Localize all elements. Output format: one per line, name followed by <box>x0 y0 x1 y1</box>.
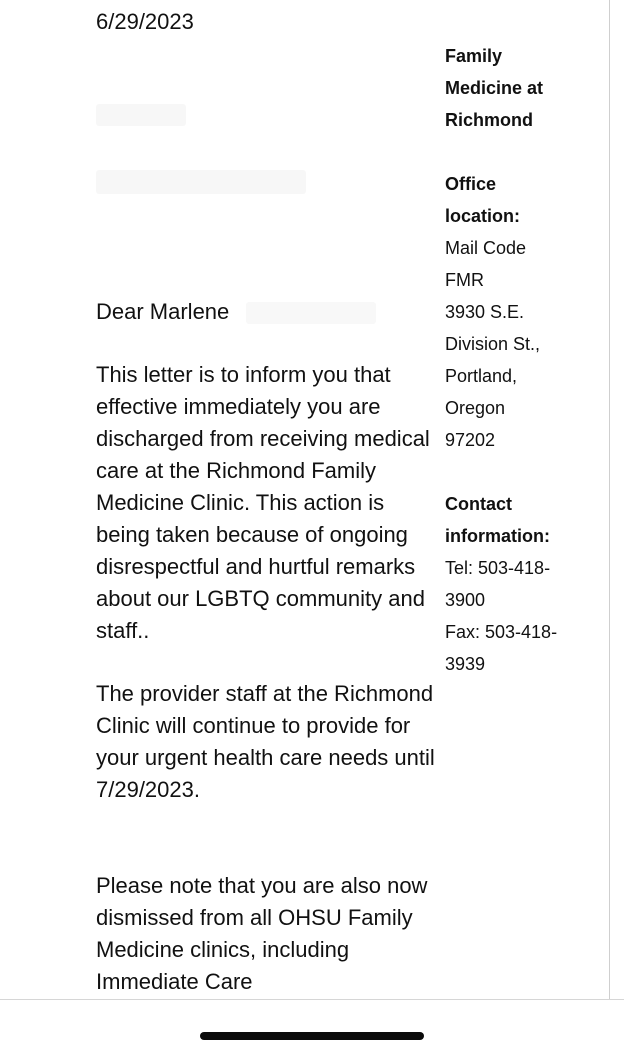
contact-heading: information: <box>445 526 550 546</box>
redacted-surname <box>246 302 376 324</box>
page-bottom-edge <box>0 999 624 1000</box>
contact-line: Fax: 503-418- <box>445 622 558 642</box>
paragraph-discharge-notice: This letter is to inform you that effective immediately you are discharged from receiving medical care at the Richmond Family Medicine Clinic. This action is being taken because of ongoing disrespectful and hurtful remarks about our LGBTQ community and staff.. <box>96 362 430 643</box>
contact-heading: Contact <box>445 494 512 514</box>
paragraph-dismissal: Please note that you are also now dismissed from all OHSU Family Medicine clinics, including Immediate Care <box>96 873 428 994</box>
office-address-line: 3930 S.E. <box>445 302 525 322</box>
letterhead-sidebar <box>445 40 595 680</box>
contact-line: 3900 <box>445 590 486 610</box>
clinic-name-line: Richmond <box>445 110 533 130</box>
office-heading: location: <box>445 206 520 226</box>
clinic-name-line: Medicine at <box>445 78 544 98</box>
office-address-line: 97202 <box>445 430 496 450</box>
redacted-address-line-1 <box>96 104 186 126</box>
home-indicator[interactable] <box>200 1032 424 1040</box>
office-address-line: Division St., <box>445 334 541 354</box>
office-address-line: Portland, <box>445 366 518 386</box>
contact-line: 3939 <box>445 654 486 674</box>
clinic-name-line: Family <box>445 46 503 66</box>
redacted-address-line-2 <box>96 170 306 194</box>
letter-date: 6/29/2023 <box>96 9 194 34</box>
office-address-line: Mail Code <box>445 238 527 258</box>
office-heading: Office <box>445 174 497 194</box>
spacer <box>445 456 595 488</box>
paragraph-urgent-care: The provider staff at the Richmond Clinic will continue to provide for your urgent health care needs until 7/29/2023. <box>96 681 435 802</box>
office-address-line: Oregon <box>445 398 506 418</box>
page-right-edge <box>609 0 610 1000</box>
salutation: Dear Marlene <box>96 299 230 324</box>
office-address-line: FMR <box>445 270 484 290</box>
contact-line: Tel: 503-418- <box>445 558 551 578</box>
spacer <box>445 136 595 168</box>
